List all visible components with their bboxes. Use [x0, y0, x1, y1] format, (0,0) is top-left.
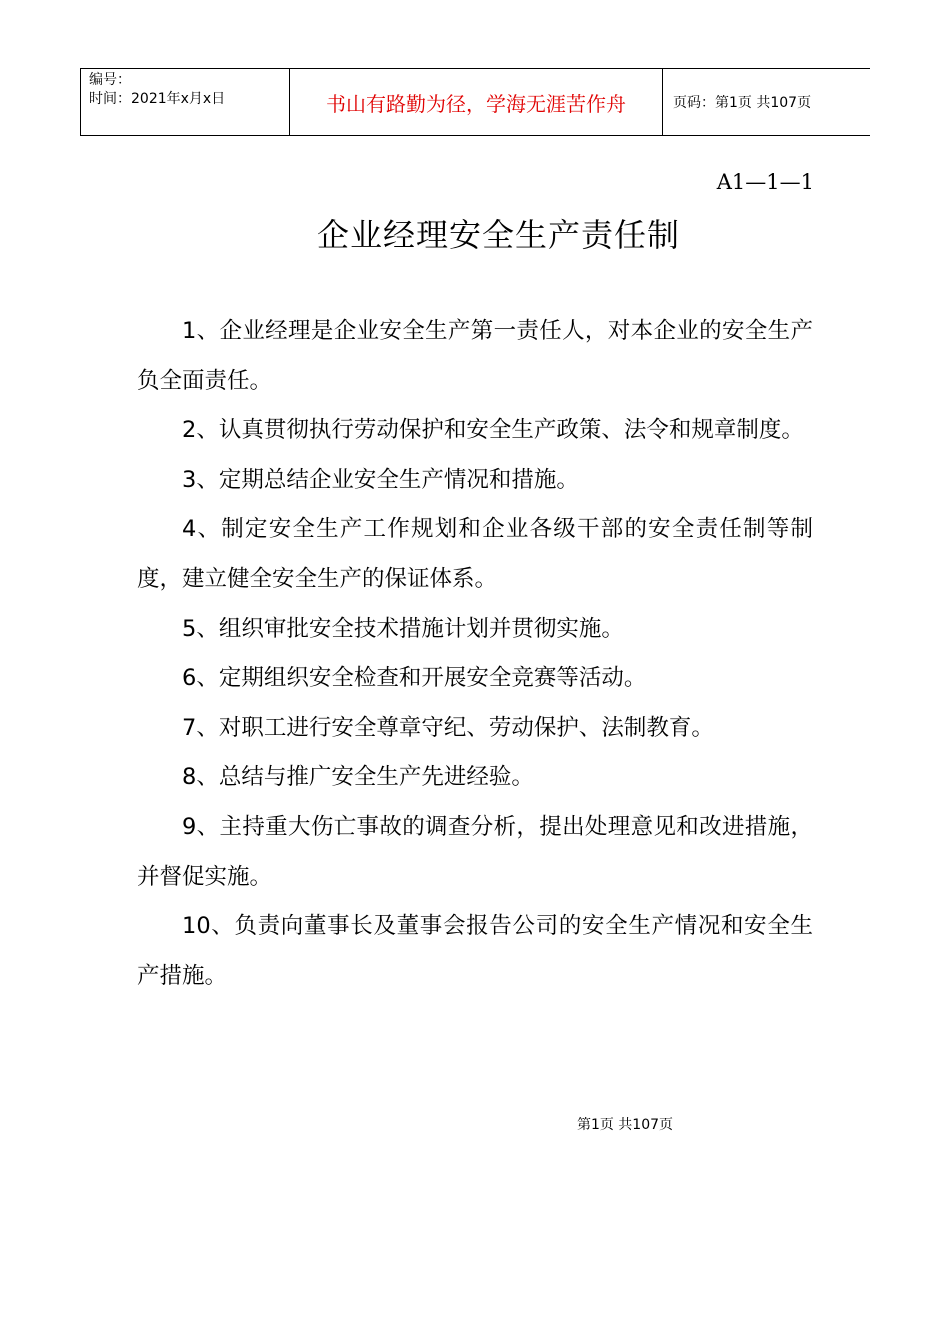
header-motto: 书山有路勤为径，学海无涯苦作舟: [290, 69, 663, 136]
document-code: A1—1—1: [716, 170, 814, 194]
header-meta-cell: [81, 69, 290, 136]
paragraph: 5、组织审批安全技术措施计划并贯彻实施。: [182, 615, 624, 642]
header-page-info: 页码：第1页 共107页: [663, 69, 871, 136]
paragraph: 9、主持重大伤亡事故的调查分析，提出处理意见和改进措施，并督促实施。: [137, 813, 813, 890]
page-footer: 第1页 共107页: [576, 1117, 674, 1133]
document-body: [137, 307, 813, 1001]
page-title: 企业经理安全生产责任制: [316, 216, 680, 254]
document-time-label: 时间：2021年x月x日: [89, 91, 226, 107]
paragraph: 2、认真贯彻执行劳动保护和安全生产政策、法令和规章制度。: [182, 417, 804, 444]
paragraph: 10、负责向董事长及董事会报告公司的安全生产情况和安全生产措施。: [137, 913, 813, 989]
paragraph: 7、对职工进行安全尊章守纪、劳动保护、法制教育。: [182, 714, 714, 741]
paragraph: 8、总结与推广安全生产先进经验。: [182, 764, 534, 791]
paragraph: 6、定期组织安全检查和开展安全竞赛等活动。: [182, 665, 647, 692]
paragraph: 4、制定安全生产工作规划和企业各级干部的安全责任制等制度，建立健全安全生产的保证体系。: [137, 516, 813, 592]
paragraph: 1、企业经理是企业安全生产第一责任人，对本企业的安全生产负全面责任。: [137, 318, 813, 394]
document-number-label: 编号：: [89, 72, 131, 88]
header-table: [80, 68, 870, 136]
paragraph: 3、定期总结企业安全生产情况和措施。: [182, 466, 579, 493]
